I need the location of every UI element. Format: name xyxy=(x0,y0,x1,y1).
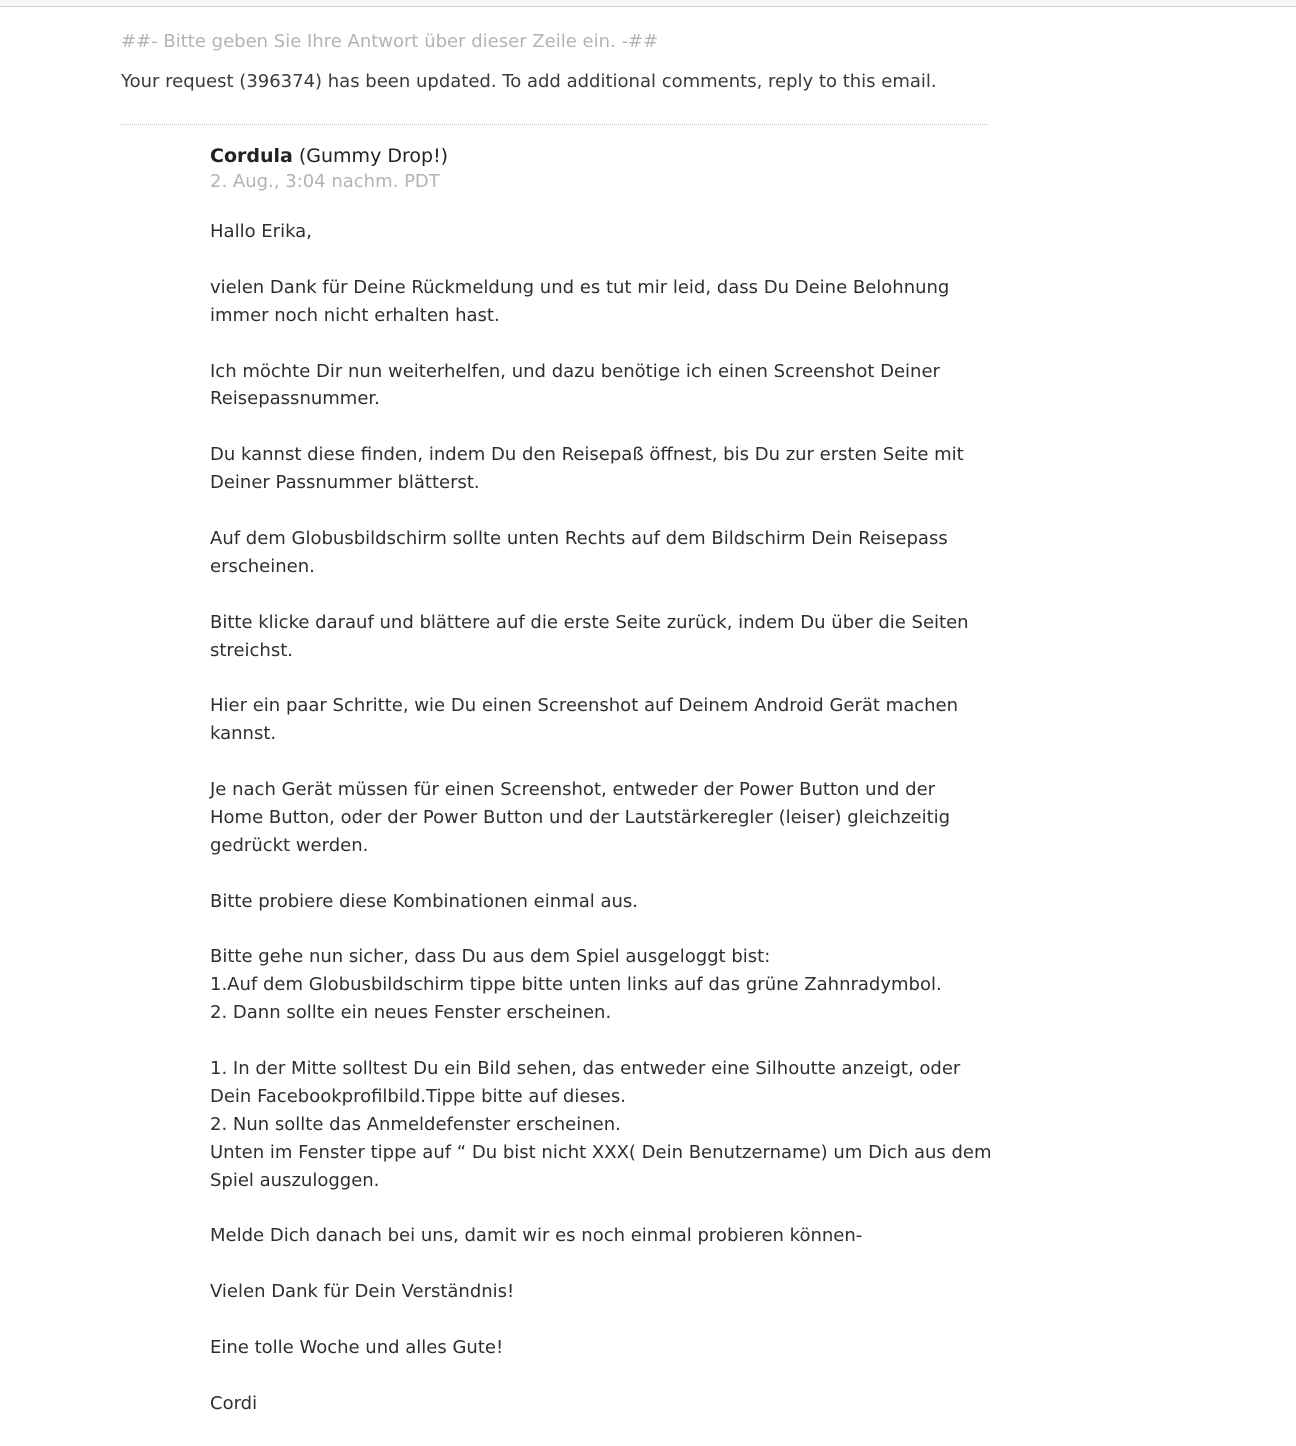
paragraph: Auf dem Globusbildschirm sollte unten Rechts auf dem Bildschirm Dein Reisepass erscheinen. xyxy=(210,527,948,577)
paragraph: Melde Dich danach bei uns, damit wir es noch einmal probieren können- xyxy=(210,1225,863,1247)
author-name: Cordula xyxy=(210,145,293,167)
paragraph: Bitte klicke darauf und blättere auf die erste Seite zurück, indem Du über die Seiten streichst. xyxy=(210,611,969,661)
support-message xyxy=(210,143,1000,1446)
paragraph: Du kannst diese finden, indem Du den Reisepaß öffnest, bis Du zur ersten Seite mit Deiner Passnummer blätterst. xyxy=(210,444,964,494)
message-body xyxy=(210,218,1000,1418)
dotted-divider xyxy=(121,124,987,125)
paragraph-greeting: Hallo Erika, xyxy=(210,221,312,242)
message-timestamp: 2. Aug., 3:04 nachm. PDT xyxy=(210,171,440,192)
author-organization: (Gummy Drop!) xyxy=(298,145,449,167)
message-author-line xyxy=(210,143,1000,169)
paragraph: vielen Dank für Deine Rückmeldung und es tut mir leid, dass Du Deine Belohnung immer noch nicht erhalten hast. xyxy=(210,276,950,326)
reply-above-line-marker: ##- Bitte geben Sie Ihre Antwort über dieser Zeile ein. -## xyxy=(121,31,659,52)
paragraph: Hier ein paar Schritte, wie Du einen Screenshot auf Deinem Android Gerät machen kannst. xyxy=(210,695,959,745)
paragraph: Bitte probiere diese Kombinationen einmal aus. xyxy=(210,890,638,912)
paragraph: Je nach Gerät müssen für einen Screenshot, entweder der Power Button und der Home Button, oder der Power Button und der Lautstärkeregler (leiser) gleichzeitig gedrückt werden. xyxy=(210,779,951,856)
paragraph: Vielen Dank für Dein Verständnis! xyxy=(210,1281,515,1303)
paragraph: Eine tolle Woche und alles Gute! xyxy=(210,1337,504,1359)
paragraph-steps: 1. In der Mitte solltest Du ein Bild sehen, das entweder eine Silhoutte anzeigt, oder Dein Facebookprofilbild.Tippe bitte auf dieses. 2. Nun sollte das Anmeldefenster erscheinen. Unten im Fenster tippe auf “ Du bist nicht XXX( Dein Benutzername) um Dich aus dem Spiel auszuloggen. xyxy=(210,1058,992,1191)
request-update-notice: Your request (396374) has been updated. To add additional comments, reply to this email. xyxy=(121,71,937,92)
paragraph: Ich möchte Dir nun weiterhelfen, und dazu benötige ich einen Screenshot Deiner Reisepassnummer. xyxy=(210,360,940,410)
window-top-edge xyxy=(0,0,1296,7)
signature: Cordi xyxy=(210,1392,258,1414)
paragraph-steps: Bitte gehe nun sicher, dass Du aus dem Spiel ausgeloggt bist: 1.Auf dem Globusbildschirm tippe bitte unten links auf das grüne Zahnradymbol. 2. Dann sollte ein neues Fenster erscheinen. xyxy=(210,946,942,1024)
